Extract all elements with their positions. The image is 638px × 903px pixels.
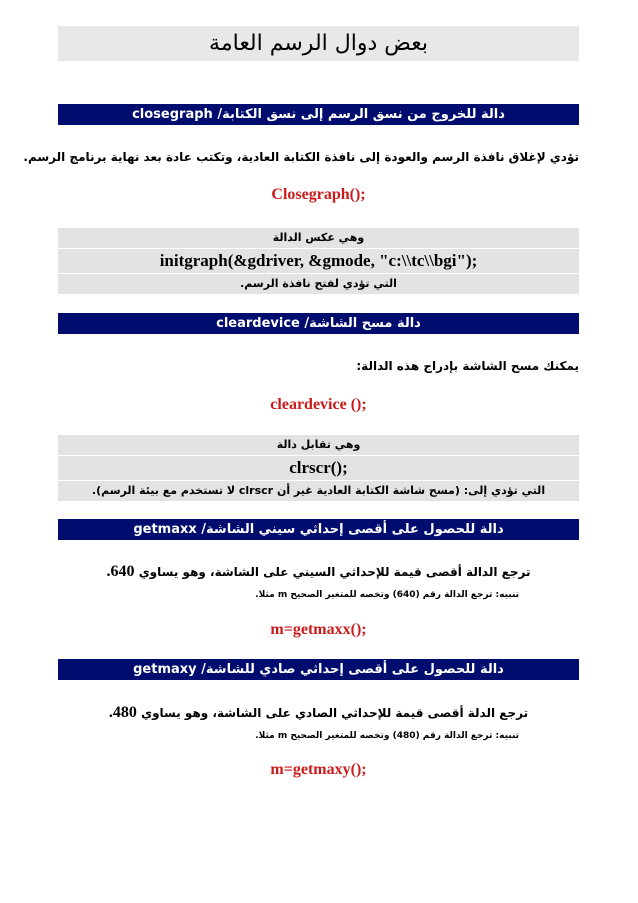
section-header-cleardevice: دالة مسح الشاشة/ cleardevice [58, 313, 579, 334]
cleardevice-equiv-box [58, 435, 579, 502]
equiv-label: وهي تقابل دالة [58, 435, 579, 456]
inverse-label: وهي عكس الدالة [58, 228, 579, 249]
getmaxx-desc-text: ترجع الدالة أقصى قيمة للإحداثي السيني على الشاشة، وهو يساوي [138, 565, 531, 579]
closegraph-inverse-box [58, 228, 579, 295]
getmaxx-note: تنبيه: ترجع الدالة رقم (640) وتخصه للمتغير الصحيح m مثلا. [255, 590, 519, 600]
cleardevice-code: cleardevice (); [270, 396, 367, 413]
getmaxy-code: m=getmaxy(); [270, 761, 367, 778]
inverse-note: التي تؤدي لفتح نافذة الرسم. [58, 274, 579, 295]
closegraph-description: تؤدي لإغلاق نافذة الرسم والعودة إلى نافذة الكتابة العادية، وتكتب عادة بعد نهاية برنامج الرسم. [23, 150, 579, 164]
getmaxx-code: m=getmaxx(); [270, 621, 367, 638]
getmaxx-description [58, 563, 579, 581]
section-header-getmaxx: دالة للحصول على أقصى إحداثي سيني الشاشة/ getmaxx [58, 519, 579, 540]
getmaxy-desc-text: ترجع الدلة أقصى قيمة للإحداثي الصادي على الشاشة، وهو يساوي [141, 706, 529, 720]
page-title: بعض دوال الرسم العامة [58, 26, 579, 61]
equiv-code: clrscr(); [58, 456, 579, 481]
getmaxx-value: 640. [106, 563, 135, 580]
getmaxy-value: 480. [108, 704, 137, 721]
equiv-note: التي تؤدي إلى: (مسح شاشة الكتابة العادية غير أن clrscr لا تستخدم مع بيئة الرسم). [58, 481, 579, 502]
closegraph-code: Closegraph(); [271, 186, 366, 203]
getmaxy-note: تنبيه: ترجع الدالة رقم (480) وتخصه للمتغير الصحيح m مثلا. [255, 731, 519, 741]
cleardevice-description: يمكنك مسح الشاشة بإدراج هذه الدالة: [356, 359, 579, 373]
section-header-getmaxy: دالة للحصول على أقصى إحداثي صادي للشاشة/ getmaxy [58, 659, 579, 680]
inverse-code: initgraph(&gdriver, &gmode, "c:\\tc\\bgi"); [58, 249, 579, 274]
getmaxy-description [58, 704, 579, 722]
section-header-closegraph: دالة للخروج من نسق الرسم إلى نسق الكتابة/ closegraph [58, 104, 579, 125]
